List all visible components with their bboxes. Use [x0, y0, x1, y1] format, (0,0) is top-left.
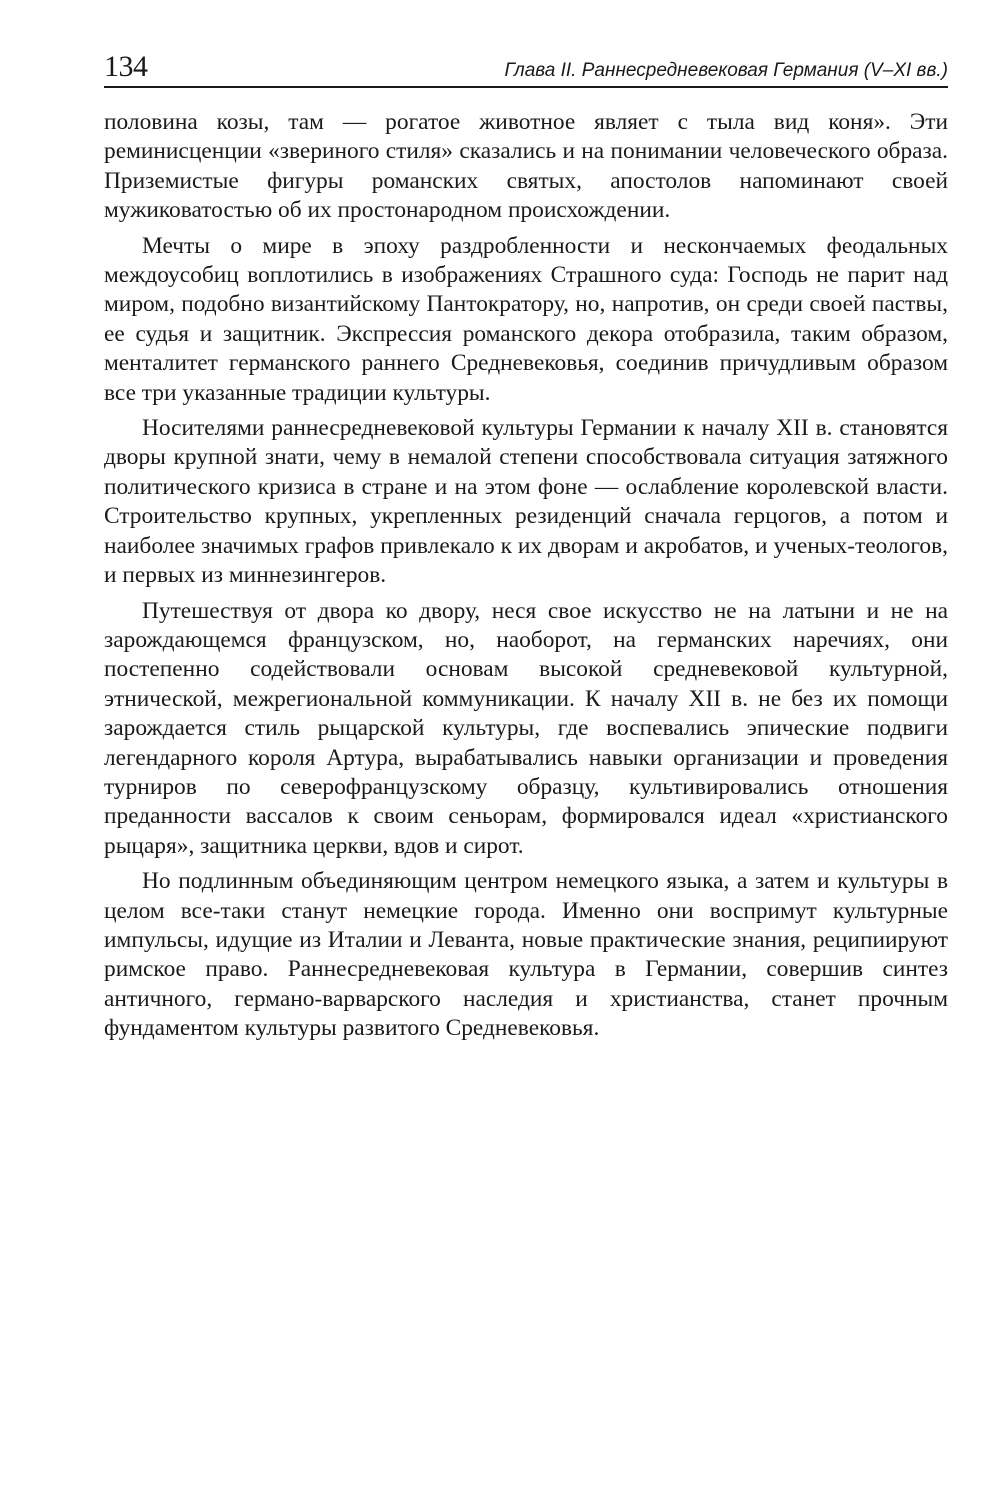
- page-header: [104, 38, 948, 88]
- paragraph-2: Мечты о мире в эпоху раздробленности и нескончаемых феодальных междоусобиц воплотились в изображениях Страшного суда: Господь не парит над миром, подобно византийскому Пантократору, но, напротив, он среди своей паствы, ее судья и защитник. Экспрессия романского декора отобразила, таким образом, менталитет германского раннего Средневековья, соединив причудливым образом все три указанные традиции культуры.: [104, 232, 948, 406]
- body-text: [104, 108, 948, 1044]
- page-number: 134: [104, 50, 148, 83]
- paragraph-5: Но подлинным объединяющим центром немецкого языка, а затем и культуры в целом все-таки станут немецкие города. Именно они воспримут культурные импульсы, идущие из Италии и Леванта, новые практические знания, реципиируют римское право. Раннесредневековая культура в Германии, совершив синтез античного, германо-варварского наследия и христианства, станет прочным фундаментом культуры развитого Средневековья.: [104, 868, 948, 1042]
- paragraph-3: Носителями раннесредневековой культуры Германии к началу XII в. становятся дворы крупной знати, чему в немалой степени способствовала ситуация затяжного политического кризиса в стране и на этом фоне — ослабление королевской власти. Строительство крупных, укрепленных резиденций сначала герцогов, а потом и наиболее значимых графов привлекало к их дворам и акробатов, и ученых-теологов, и первых из миннезингеров.: [104, 415, 948, 589]
- book-page: [104, 38, 948, 1050]
- paragraph-4: Путешествуя от двора ко двору, неся свое искусство не на латыни и не на зарождающемся французском, но, наоборот, на германских наречиях, они постепенно содействовали основам высокой средневековой культурной, этнической, межрегиональной коммуникации. К началу XII в. не без их помощи зарождается стиль рыцарской культуры, где воспевались эпические подвиги легендарного короля Артура, вырабатывались навыки организации и проведения турниров по северофранцузскому образцу, культивировались отношения преданности вассалов к своим сеньорам, формировался идеал «христианского рыцаря», защитника церкви, вдов и сирот.: [104, 597, 948, 859]
- running-head: Глава II. Раннесредневековая Германия (V–XI вв.): [504, 60, 948, 81]
- paragraph-1: половина козы, там — рогатое животное являет с тыла вид коня». Эти реминисценции «звериного стиля» сказались и на понимании человеческого образа. Приземистые фигуры романских святых, апостолов напоминают своей мужиковатостью об их простонародном происхождении.: [104, 109, 948, 224]
